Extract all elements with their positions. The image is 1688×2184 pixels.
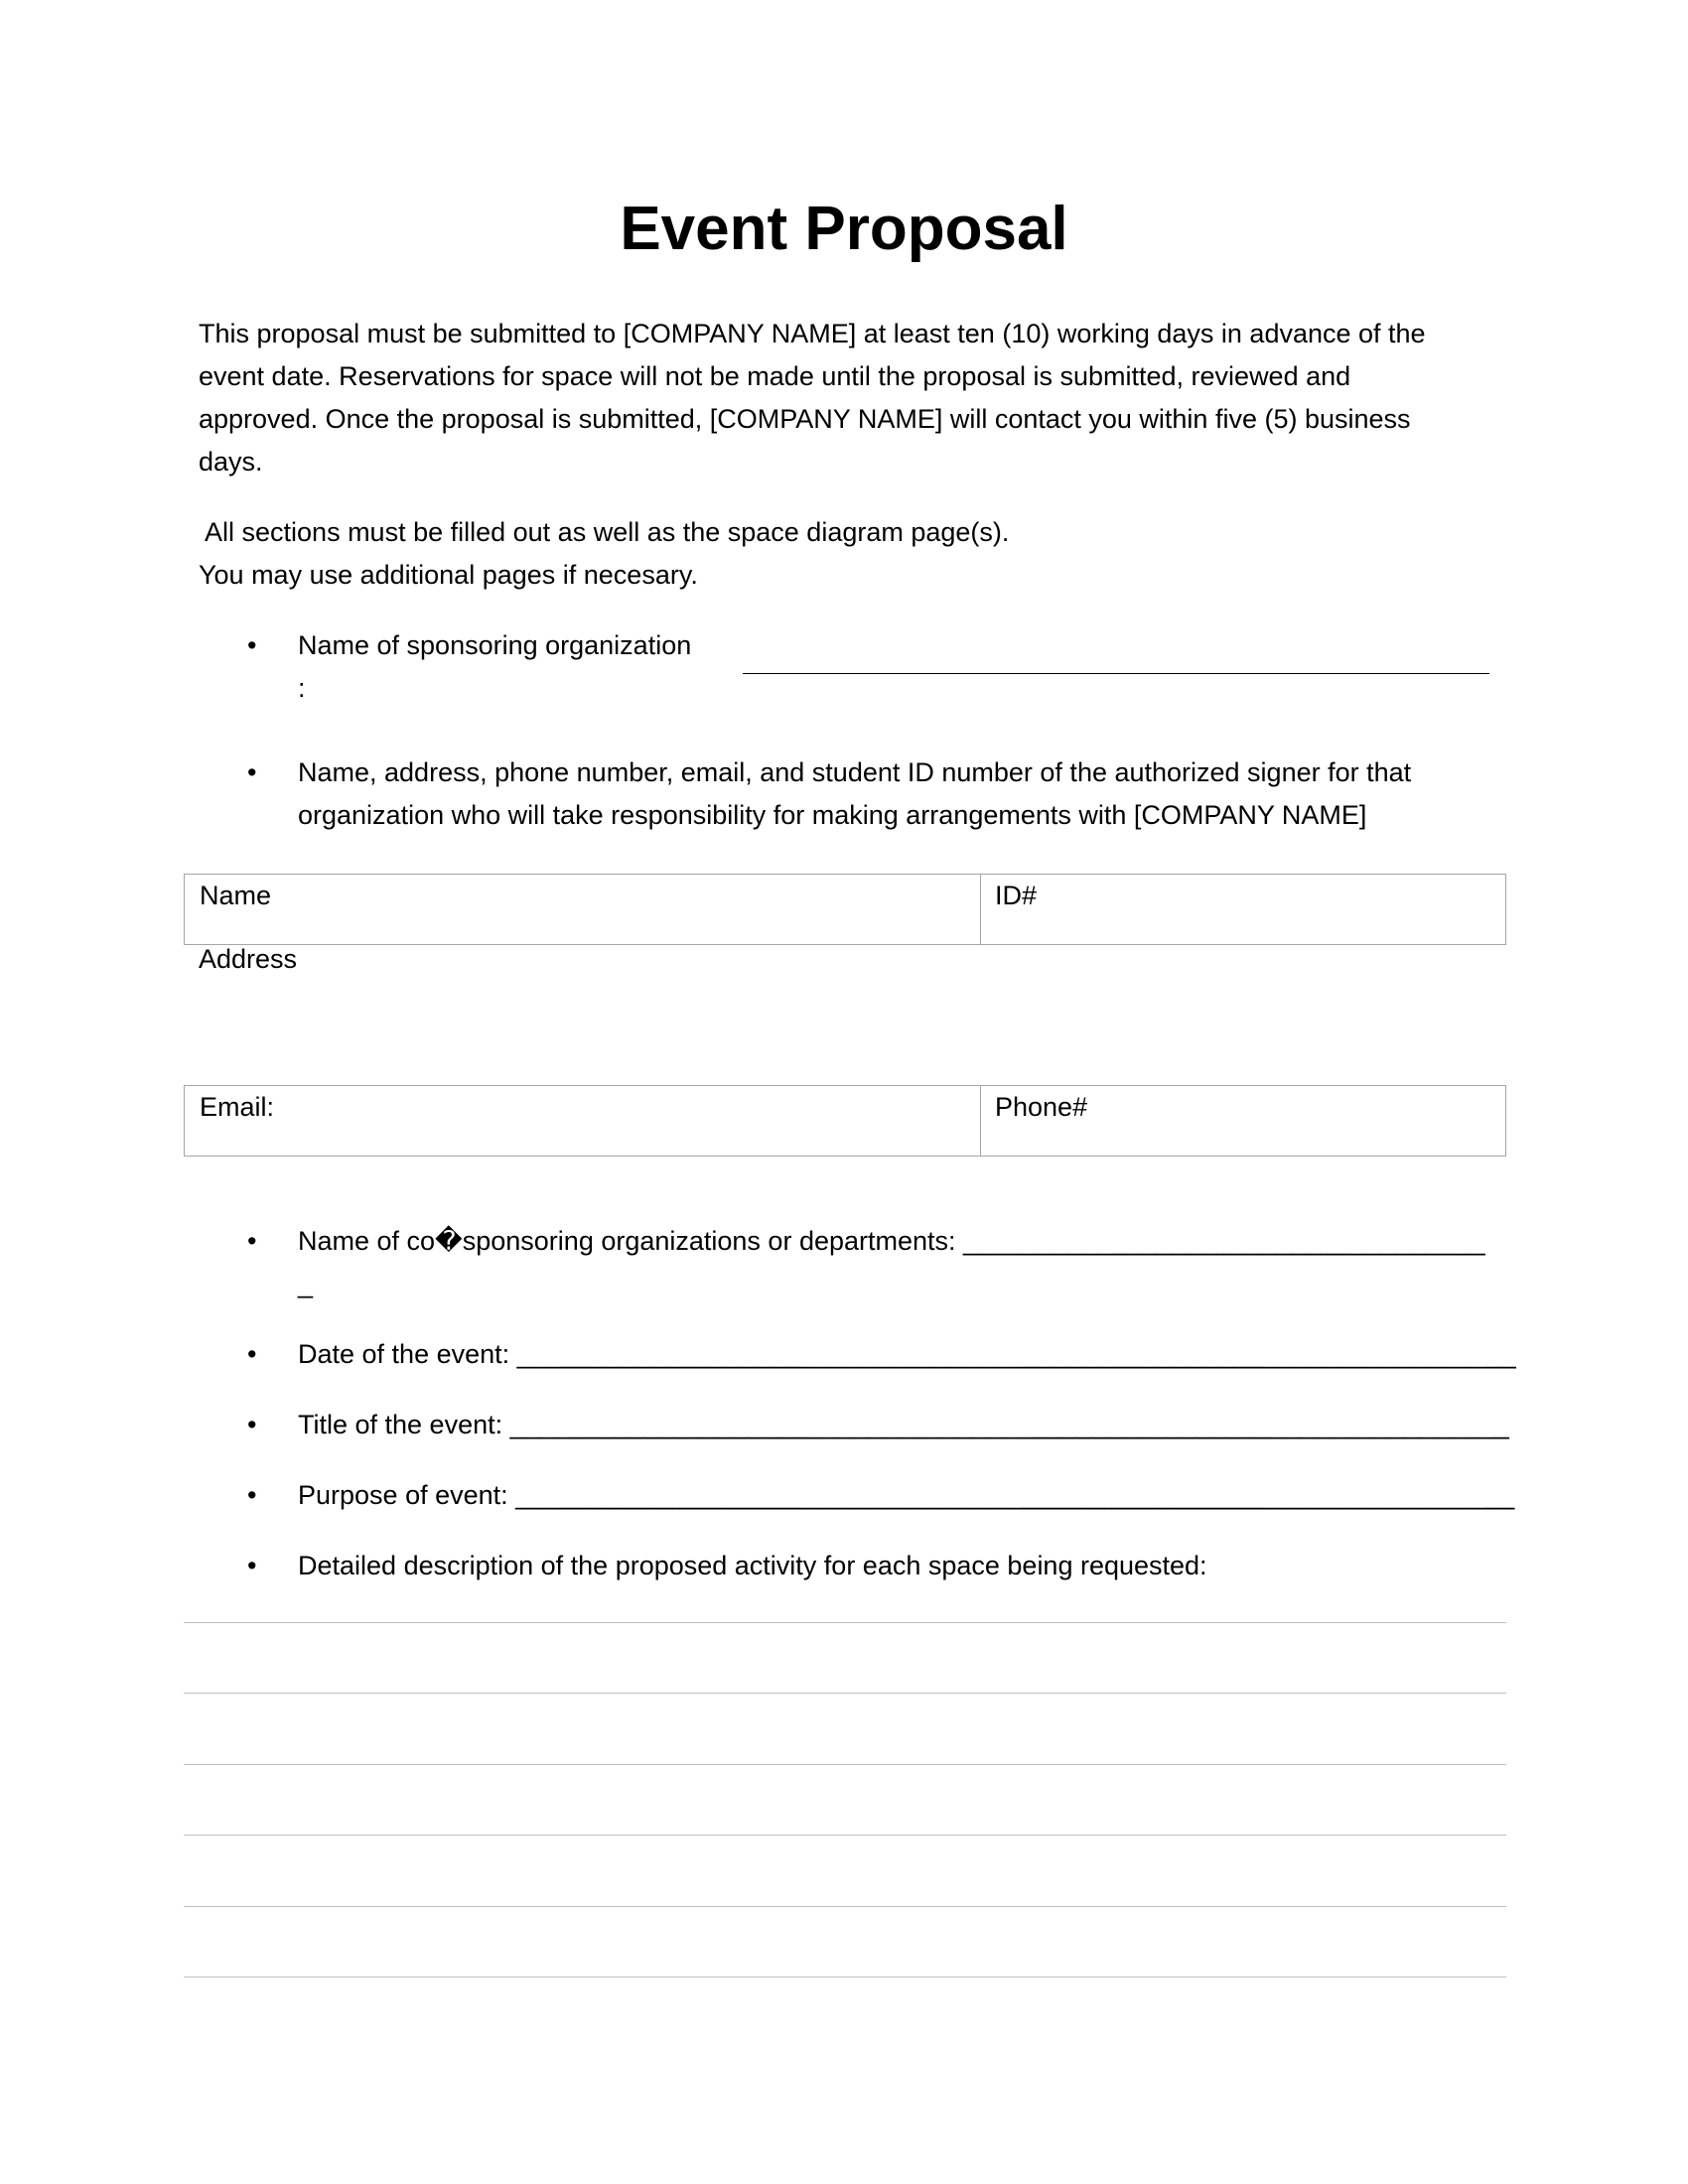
intro-line-4: days.	[199, 447, 263, 477]
event-title-label: Title of the event:	[298, 1410, 510, 1439]
signer-name-label: Name	[200, 881, 272, 910]
description-label: Detailed description of the proposed activity for each space being requested:	[298, 1551, 1207, 1580]
signer-email-phone-table	[184, 1085, 1506, 1157]
event-purpose-field[interactable]	[298, 1474, 1514, 1517]
event-date-field[interactable]	[298, 1333, 1516, 1376]
signer-description-line-1: Name, address, phone number, email, and student ID number of the authorized signer for that	[298, 757, 1412, 787]
description-writing-line[interactable]	[184, 1835, 1506, 1836]
bullet-icon: •	[247, 1339, 257, 1369]
intro-line-2: event date. Reservations for space will not be made until the proposal is submitted, reviewed and	[199, 361, 1351, 391]
description-writing-line[interactable]	[184, 1906, 1506, 1907]
intro-line-3: approved. Once the proposal is submitted, [COMPANY NAME] will contact you within five (5) business	[199, 404, 1411, 434]
bullet-icon: •	[247, 1480, 257, 1510]
signer-name-id-table	[184, 874, 1506, 945]
signer-id-cell[interactable]	[980, 875, 1505, 944]
document-title: Event Proposal	[620, 195, 1068, 263]
description-writing-line[interactable]	[184, 1693, 1506, 1694]
intro-line-1: This proposal must be submitted to [COMPANY NAME] at least ten (10) working days in advance of the	[199, 319, 1426, 348]
bullet-icon: •	[247, 757, 257, 787]
event-purpose-label: Purpose of event:	[298, 1480, 516, 1510]
event-date-blank: ___________________________________________________________________	[516, 1339, 1516, 1369]
event-purpose-blank: ___________________________________________________________________	[515, 1480, 1515, 1510]
signer-phone-label: Phone#	[995, 1092, 1088, 1122]
event-title-field[interactable]	[298, 1404, 1509, 1446]
bullet-icon: •	[247, 1410, 257, 1439]
sponsor-label-colon: :	[298, 673, 306, 703]
bullet-icon: •	[247, 630, 257, 660]
cosponsor-blank: ___________________________________	[963, 1226, 1485, 1256]
description-writing-line[interactable]	[184, 1977, 1506, 1978]
event-date-label: Date of the event:	[298, 1339, 517, 1369]
instructions-line-2: You may use additional pages if necesary.	[199, 560, 698, 590]
bullet-icon: •	[247, 1226, 257, 1256]
cosponsor-label: Name of co�sponsoring organizations or departments:	[298, 1226, 964, 1256]
signer-phone-cell[interactable]	[980, 1086, 1505, 1156]
event-title-blank: ___________________________________________________________________	[509, 1410, 1509, 1439]
sponsor-label: Name of sponsoring organization	[298, 630, 692, 660]
cosponsor-blank-overflow: _	[298, 1269, 314, 1298]
description-writing-line[interactable]	[184, 1764, 1506, 1765]
signer-id-label: ID#	[995, 881, 1038, 910]
cosponsor-field[interactable]	[298, 1220, 1485, 1263]
instructions-line-1: All sections must be filled out as well as the space diagram page(s).	[199, 517, 1010, 547]
sponsor-name-field[interactable]	[743, 673, 1489, 674]
bullet-icon: •	[247, 1551, 257, 1580]
signer-email-label: Email:	[200, 1092, 275, 1122]
signer-address-label: Address	[199, 944, 298, 974]
signer-name-cell[interactable]	[185, 875, 980, 944]
description-writing-line[interactable]	[184, 1622, 1506, 1623]
signer-email-cell[interactable]	[185, 1086, 980, 1156]
signer-description-line-2: organization who will take responsibility for making arrangements with [COMPANY NAME]	[298, 800, 1367, 830]
